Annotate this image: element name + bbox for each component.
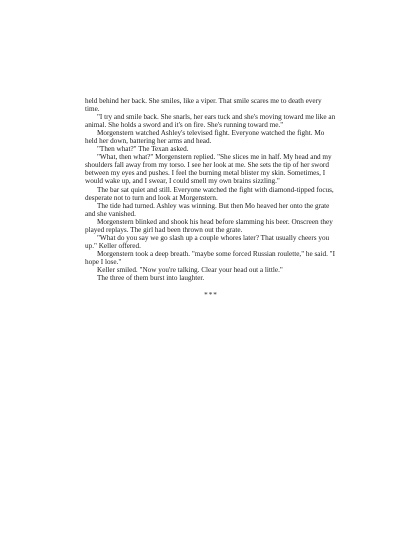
paragraph: Morgenstern took a deep breath. "maybe some forced Russian roulette," he said. "I hope I lose." xyxy=(85,249,336,266)
scene-separator: *** xyxy=(204,291,218,300)
paragraph: Morgenstern watched Ashley's televised fight. Everyone watched the fight. Mo held her down, battering her arms and head. xyxy=(85,129,325,146)
paragraph: "What do you say we go slash up a couple whores later? That usually cheers you up." Keller offered. xyxy=(85,233,330,250)
paragraph: Keller smiled. "Now you're talking. Clear your head out a little." xyxy=(97,265,283,274)
paragraph: The tide had turned. Ashley was winning. But then Mo heaved her onto the grate and she vanished. xyxy=(85,201,330,218)
paragraph: "Then what?" The Texan asked. xyxy=(97,145,189,154)
paragraph: Morgenstern blinked and shook his head before slamming his beer. Onscreen they played replays. The girl had been thrown out the grate. xyxy=(85,217,333,234)
paragraph: The three of them burst into laughter. xyxy=(97,274,205,283)
paragraph: "What, then what?" Morgenstern replied. "She slices me in half. My head and my shoulders fall away from my torso. I see her look at me. She sets the tip of her sword between my eyes and pushes. I feel the burning metal blister my skin. Sometimes, I would wake up, and I swear, I could smell my own brains sizzling." xyxy=(85,153,332,186)
paragraph: "I try and smile back. She snarls, her ears tuck and she's moving toward me like an animal. She holds a sword and it's on fire. She's running toward me." xyxy=(85,113,336,130)
body-text xyxy=(85,97,337,299)
paragraph: held behind her back. She smiles, like a viper. That smile scares me to death every time. xyxy=(85,97,322,114)
paragraph: The bar sat quiet and still. Everyone watched the fight with diamond-tipped focus, desperate not to turn and look at Morgenstern. xyxy=(85,185,334,202)
